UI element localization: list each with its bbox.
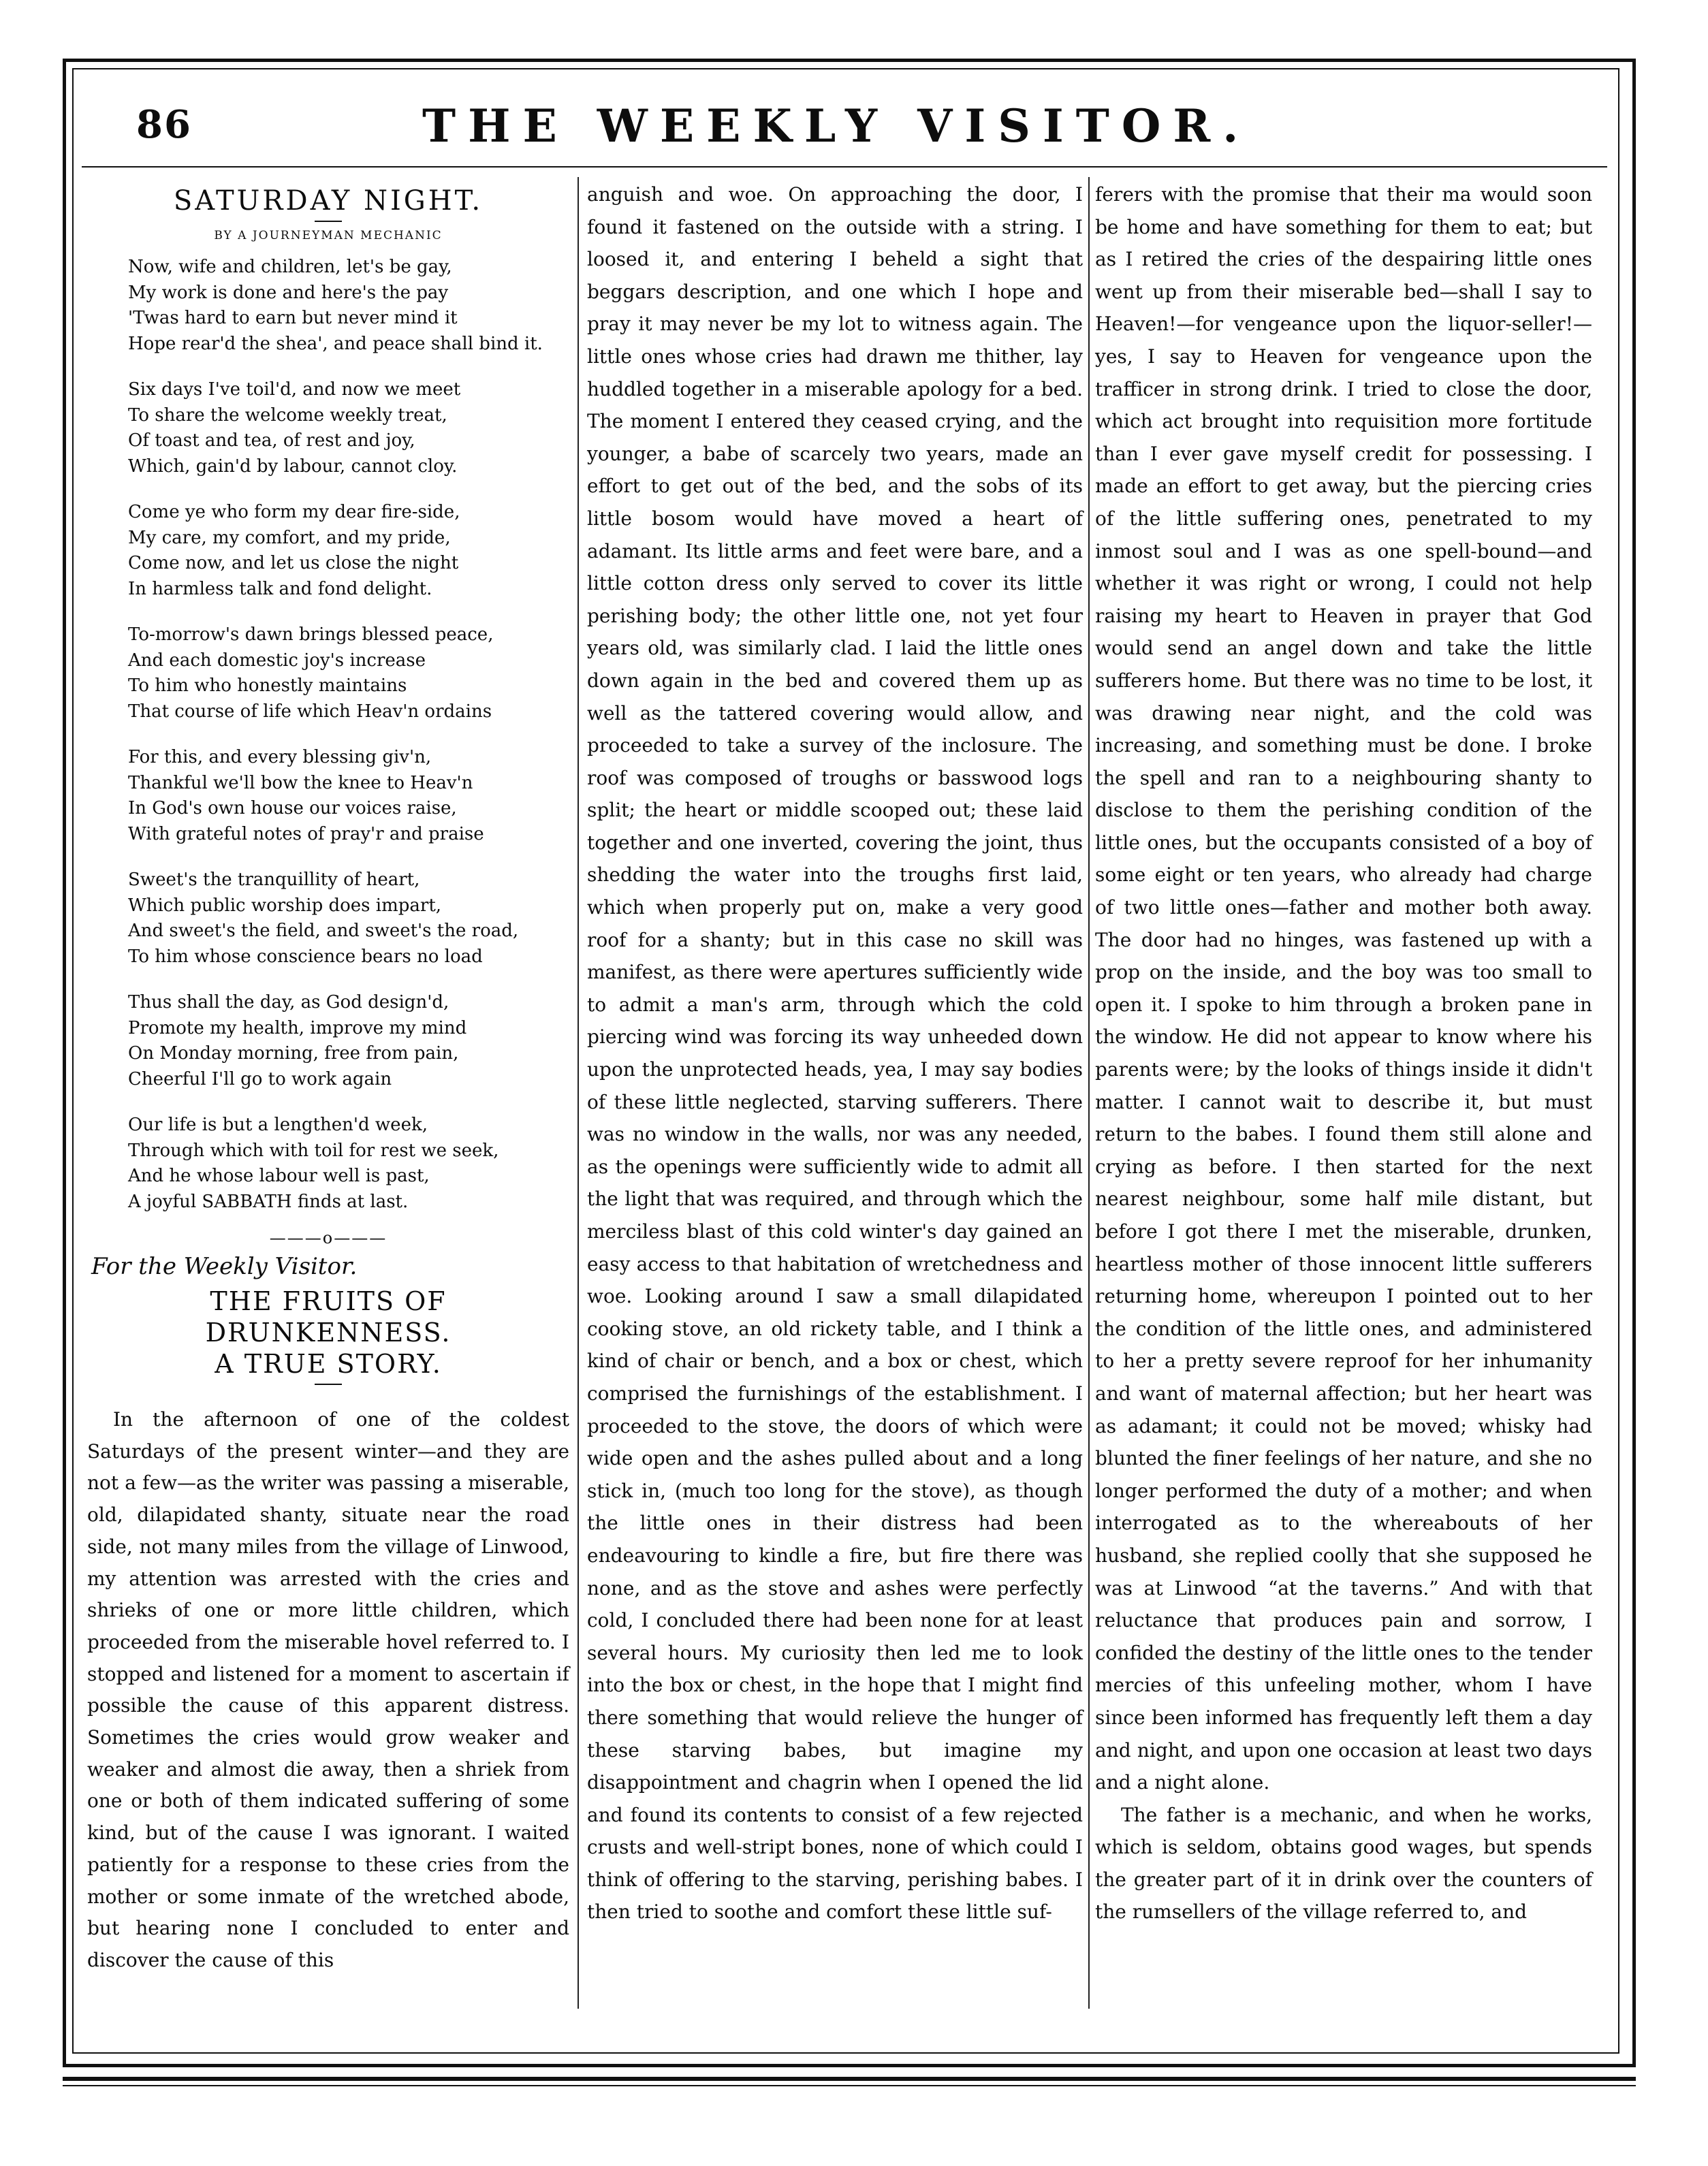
- page-number: 86: [136, 102, 192, 147]
- section-ornament: ———o———: [269, 1228, 388, 1247]
- poem-line: Of toast and tea, of rest and joy,: [128, 430, 415, 451]
- poem-line: A joyful SABBATH finds at last.: [128, 1191, 409, 1212]
- poem-line: Now, wife and children, let's be gay,: [128, 257, 452, 277]
- header-rule: [82, 166, 1607, 168]
- paragraph: In the afternoon of one of the coldest Saturdays of the present winter—and they are not a few—as the writer was passing a miserable, old, dilapidated shanty, situate near the road side, not many miles from the village of Linwood, my attention was arrested with the cries and shrieks of one or more little children, which proceeded from the miserable hovel referred to. I stopped and listened for a moment to ascertain if possible the cause of this apparent distress. Sometimes the cries would grow weaker and weaker and almost die away, then a shriek from one or both of them indicated suffering of some kind, but of the cause I was ignorant. I waited patiently for a response to these cries from the mother or some inmate of the wretched abode, but hearing none I concluded to enter and discover the cause of this: [87, 1408, 569, 1971]
- paragraph: ferers with the promise that their ma would soon be home and have something for them to eat; but as I retired the cries of the despairing little ones went up from their miserable bed—shall I say to Heaven!—for vengeance upon the liquor-seller!—yes, I say to Heaven for vengeance upon the trafficer in strong drink. I tried to close the door, which act brought into requisition more fortitude than I ever gave myself credit for possessing. I made an effort to get away, but the piercing cries of the little suffering ones, penetrated to my inmost soul and I was as one spell-bound—and whether it was right or wrong, I could not help raising my heart to Heaven in prayer that God would send an angel down and take the little sufferers home. But there was no time to be lost, it was drawing near night, and the cold was increasing, and something must be done. I broke the spell and ran to a neighbouring shanty to disclose to them the perishing condition of the little ones, but the occupants consisted of a boy of some eight or ten years, who already had charge of two little ones—father and mother both away. The door had no hinges, was fastened up with a prop on the inside, and the boy was too small to open it. I spoke to him through a broken pane in the window. He did not appear to know where his parents were; by the looks of things inside it didn't matter. I cannot wait to describe it, but must return to the babes. I found them still alone and crying as before. I then started for the next nearest neighbour, some half mile distant, but before I got there I met the miserable, drunken, heartless mother of those innocent little sufferers returning home, whereupon I pointed out to her the condition of the little ones, and administered to her a pretty severe reproof for her inhumanity and want of maternal affection; but her heart was as adamant; it could not be moved; whisky had blunted the finer feelings of her nature, and she no longer performed the duty of a mother; and when interrogated as to the whereabouts of her husband, she replied coolly that she supposed he was at Linwood “at the taverns.” And with that reluctance that produces pain and sorrow, I confided the destiny of the little ones to the tender mercies of this unfeeling mother, whom I have since been informed has frequently left them a day and night, and upon one occasion at least two days and a night alone.: [1095, 183, 1592, 1794]
- story-body-col1: [87, 1404, 569, 1977]
- page-header: [136, 99, 1600, 157]
- poem-line: Promote my health, improve my mind: [128, 1017, 467, 1038]
- poem-stanza: [128, 990, 569, 1092]
- poem-line: In God's own house our voices raise,: [128, 798, 457, 818]
- poem-stanza: [128, 622, 569, 724]
- poem-stanza: [128, 500, 569, 602]
- poem-line: 'Twas hard to earn but never mind it: [128, 308, 458, 328]
- poem-line: To share the welcome weekly treat,: [128, 404, 447, 426]
- poem-stanza: [128, 255, 569, 357]
- poem-line: Thankful we'll bow the knee to Heav'n: [128, 772, 473, 793]
- story-body-col3: [1095, 178, 1592, 1928]
- paragraph: anguish and woe. On approaching the door, I found it fastened on the outside with a string. I loosed it, and entering I beheld a sight that beggars description, and one which I hope and pray it may never be my lot to witness again. The little ones whose cries had drawn me thither, lay huddled together in a miserable apology for a bed. The moment I entered they ceased crying, and the younger, a babe of scarcely two years, made an effort to get out of the bed, and the sobs of its little bosom would have moved a heart of adamant. Its little arms and feet were bare, and a little cotton dress only served to cover its little perishing body; the other little one, not yet four years old, was similarly clad. I laid the little ones down again in the bed and covered them up as well as the tattered covering would allow, and proceeded to take a survey of the inclosure. The roof was composed of troughs or basswood logs split; the heart or middle scooped out; these laid together and one inverted, covering the joint, thus shedding the water into the troughs first laid, which when properly put on, make a very good roof for a shanty; but in this case no skill was manifest, as there were apertures sufficiently wide to admit a man's arm, through which the cold piercing wind was forcing its way unheeded down upon the unprotected heads, yea, I may say bodies of these little neglected, starving sufferers. There was no window in the walls, nor was any needed, as the openings were sufficiently wide to admit all the light that was required, and through which the merciless blast of this cold winter's day gained an easy access to that habitation of wretchedness and woe. Looking around I saw a small dilapidated cooking stove, an old rickety table, and I think a kind of chair or bench, and a box or chest, which comprised the furnishings of the establishment. I proceeded to the stove, the doors of which were wide open and the ashes pulled about and a long stick in, (much too long for the stove), as though the little ones in their distress had been endeavouring to kindle a fire, but fire there was none, and as the stove and ashes were perfectly cold, I concluded there had been none for at least several hours. My curiosity then led me to look into the box or chest, in the hope that I might find there something that would relieve the hunger of these starving babes, but imagine my disappointment and chagrin when I opened the lid and found its contents to consist of a few rejected crusts and well-stript bones, none of which could I think of offering to the starving, perishing babes. I then tried to soothe and comfort these little suf-: [587, 183, 1083, 1924]
- for-the-weekly-visitor: For the Weekly Visitor.: [91, 1253, 358, 1280]
- poem-line: To him whose conscience bears no load: [128, 946, 483, 967]
- poem-line: And sweet's the field, and sweet's the road,: [128, 921, 519, 941]
- poem-line: To him who honestly maintains: [128, 675, 407, 696]
- story-title: THE FRUITS OF DRUNKENNESS.: [205, 1286, 452, 1348]
- poem-line: Sweet's the tranquillity of heart,: [128, 870, 420, 890]
- bottom-rule: [63, 2077, 1636, 2086]
- poem-line: On Monday morning, free from pain,: [128, 1043, 459, 1064]
- column-divider: [1088, 177, 1090, 2009]
- title-dash: [315, 221, 342, 222]
- story-body-col2: [587, 178, 1083, 1928]
- story-subtitle: A TRUE STORY.: [215, 1349, 442, 1379]
- poem-line: To-morrow's dawn brings blessed peace,: [128, 624, 494, 645]
- paper-title: THE WEEKLY VISITOR.: [422, 99, 1251, 153]
- poem-line: That course of life which Heav'n ordains: [128, 701, 492, 722]
- poem-stanza: [128, 745, 569, 847]
- poem-stanza: [128, 1113, 569, 1215]
- poem-line: Thus shall the day, as God design'd,: [128, 992, 449, 1013]
- column-2: [587, 178, 1083, 1928]
- poem-line: In harmless talk and fond delight.: [128, 578, 432, 599]
- poem-line: Which, gain'd by labour, cannot cloy.: [128, 456, 458, 477]
- poem-line: Cheerful I'll go to work again: [128, 1068, 392, 1089]
- poem-line: My care, my comfort, and my pride,: [128, 527, 451, 548]
- poem-line: My work is done and here's the pay: [128, 282, 449, 303]
- poem-line: Six days I've toil'd, and now we meet: [128, 379, 461, 400]
- poem-line: And he whose labour well is past,: [128, 1166, 430, 1186]
- column-1: [87, 178, 569, 1977]
- poem-line: Hope rear'd the shea', and peace shall bind it.: [128, 333, 543, 354]
- poem-stanza: [128, 377, 569, 479]
- poem-line: With grateful notes of pray'r and praise: [128, 823, 484, 844]
- poem-line: Come now, and let us close the night: [128, 553, 459, 573]
- column-divider: [578, 177, 579, 2009]
- poem-byline: BY A JOURNEYMAN MECHANIC: [214, 229, 443, 242]
- poem-stanza: [128, 867, 569, 970]
- poem-line: Through which with toil for rest we seek,: [128, 1140, 499, 1161]
- poem-line: Which public worship does impart,: [128, 895, 442, 916]
- poem-line: Our life is but a lengthen'd week,: [128, 1115, 428, 1135]
- column-3: [1095, 178, 1592, 1928]
- paragraph: The father is a mechanic, and when he works, which is seldom, obtains good wages, but spends the greater part of it in drink over the counters of the rumsellers of the village referred to, and: [1095, 1803, 1592, 1924]
- poem-title: SATURDAY NIGHT.: [173, 185, 484, 217]
- poem-line: And each domestic joy's increase: [128, 650, 426, 671]
- title-dash: [315, 1384, 342, 1385]
- poem-line: Come ye who form my dear fire-side,: [128, 502, 460, 522]
- poem-line: For this, and every blessing giv'n,: [128, 747, 432, 767]
